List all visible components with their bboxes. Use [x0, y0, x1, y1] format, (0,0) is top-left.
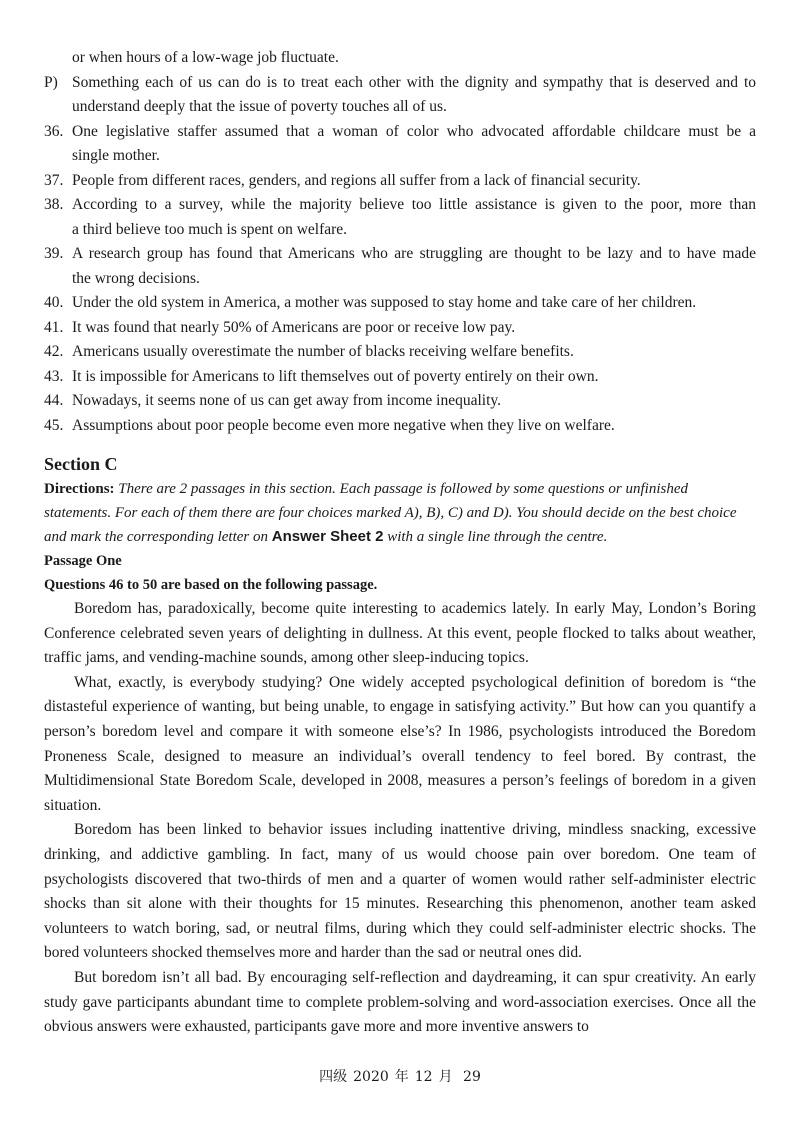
section-title: Section C [44, 454, 118, 474]
exam-month: 12 [414, 1069, 433, 1085]
statement-number: 37. [44, 171, 64, 189]
passage-paragraph: What, exactly, is everybody studying? One widely accepted psychological definition of boredom is “the distasteful experience of wanting, but being unable, to engage in satisfying activity.” But how can you quantify a person’s boredom level and compare it with someone else’s? In 1986, psychologists introduced the Boredom Proneness Scale, designed to measure an individual’s overall tendency to feel bored. By contrast, the Multidimensional State Boredom Scale, developed in 2008, measures a person’s feelings of boredom in a given situation. [44, 673, 756, 814]
statement-item [44, 316, 756, 341]
statement-text: Under the old system in America, a mother was supposed to stay home and take care of her children. [72, 294, 697, 311]
statement-number: 42. [44, 343, 64, 360]
statement-text: Nowadays, it seems none of us can get away from income inequality. [72, 392, 501, 409]
document-page [44, 46, 756, 1040]
statement-number: 41. [44, 318, 64, 336]
year-char: 年 [394, 1069, 409, 1085]
month-char: 月 [438, 1069, 453, 1085]
statement-text: A research group has found that Americans who are struggling are thought to be lazy and to have made [72, 245, 756, 262]
exam-name: 四级 [319, 1069, 348, 1085]
directions-label: Directions: [44, 481, 115, 497]
statement-number: 44. [44, 392, 64, 409]
statement-text: Americans usually overestimate the number of blacks receiving welfare benefits. [72, 343, 574, 360]
statement-item [44, 169, 756, 194]
option-text-line: Something each of us can do is to treat each other with the dignity and sympathy that is deserved and to [72, 73, 756, 91]
statement-text: It was found that nearly 50% of Americans are poor or receive low pay. [72, 318, 516, 336]
passage-title: Passage One [44, 553, 122, 569]
statement-item [44, 340, 756, 365]
passage-paragraph: Boredom has been linked to behavior issues including inattentive driving, mindless snacking, excessive drinking, and addictive gambling. In fact, many of us would choose pain over boredom. One team of psychologists discovered that two-thirds of men and a quarter of women would rather self-administer electric shocks than sit alone with their thoughts for 15 minutes. Researching this phenomenon, another team asked volunteers to watch boring, sad, or neutral films, during which they could self-administer electric shocks. The bored volunteers shocked themselves more and harder than the sad or neutral ones did. [44, 821, 756, 962]
option-text-line: understand deeply that the issue of poverty touches all of us. [72, 98, 447, 115]
statement-item [44, 193, 756, 242]
statement-list [44, 120, 756, 439]
option-p [44, 71, 756, 120]
statement-number: 39. [44, 245, 64, 262]
statement-item [44, 291, 756, 316]
statement-text: single mother. [72, 147, 160, 164]
page-number: 29 [463, 1069, 481, 1085]
statement-number: 38. [44, 196, 64, 213]
statement-number: 43. [44, 367, 64, 385]
directions-text: with a single line through the centre. [387, 529, 608, 545]
passage-body [44, 597, 756, 1040]
answer-sheet-label: Answer Sheet 2 [271, 528, 384, 545]
page-footer [0, 1066, 800, 1086]
statement-number: 45. [44, 416, 64, 434]
statement-number: 36. [44, 122, 64, 140]
directions-text: There are 2 passages in this section. Each passage is followed by some questions or unfinished statements. For each of them there are four choices marked A), B), C) and D). You should decide on the best choice and mark the corresponding letter on [44, 481, 737, 545]
option-label: P) [44, 73, 58, 91]
statement-item [44, 120, 756, 169]
statement-text: People from different races, genders, and regions all suffer from a lack of financial security. [72, 171, 641, 189]
questions-note: Questions 46 to 50 are based on the following passage. [44, 577, 378, 593]
statement-number: 40. [44, 294, 64, 311]
statement-text: It is impossible for Americans to lift themselves out of poverty entirely on their own. [72, 367, 599, 385]
statement-item [44, 242, 756, 291]
statement-item [44, 389, 756, 414]
statement-text: Assumptions about poor people become even more negative when they live on welfare. [72, 416, 615, 434]
statement-text: According to a survey, while the majority believe too little assistance is given to the poor, more than [72, 196, 756, 213]
statement-item [44, 365, 756, 390]
directions [44, 477, 756, 549]
statement-text: a third believe too much is spent on welfare. [72, 220, 348, 238]
statement-text: One legislative staffer assumed that a woman of color who advocated affordable childcare must be a [72, 122, 756, 140]
passage-paragraph: But boredom isn’t all bad. By encouraging self-reflection and daydreaming, it can spur creativity. An early study gave participants abundant time to complete problem-solving and word-association exercises. Once all the obvious answers were exhausted, participants gave more and more inventive answers to [44, 968, 756, 1036]
passage-paragraph: Boredom has, paradoxically, become quite interesting to academics lately. In early May, London’s Boring Conference celebrated seven years of delighting in dullness. At this event, people flocked to talks about weather, traffic jams, and vending-machine sounds, among other sleep-inducing topics. [44, 600, 756, 667]
statement-item [44, 414, 756, 439]
statement-text: the wrong decisions. [72, 269, 200, 287]
exam-year: 2020 [353, 1069, 389, 1085]
continued-line: or when hours of a low-wage job fluctuate. [72, 49, 339, 66]
